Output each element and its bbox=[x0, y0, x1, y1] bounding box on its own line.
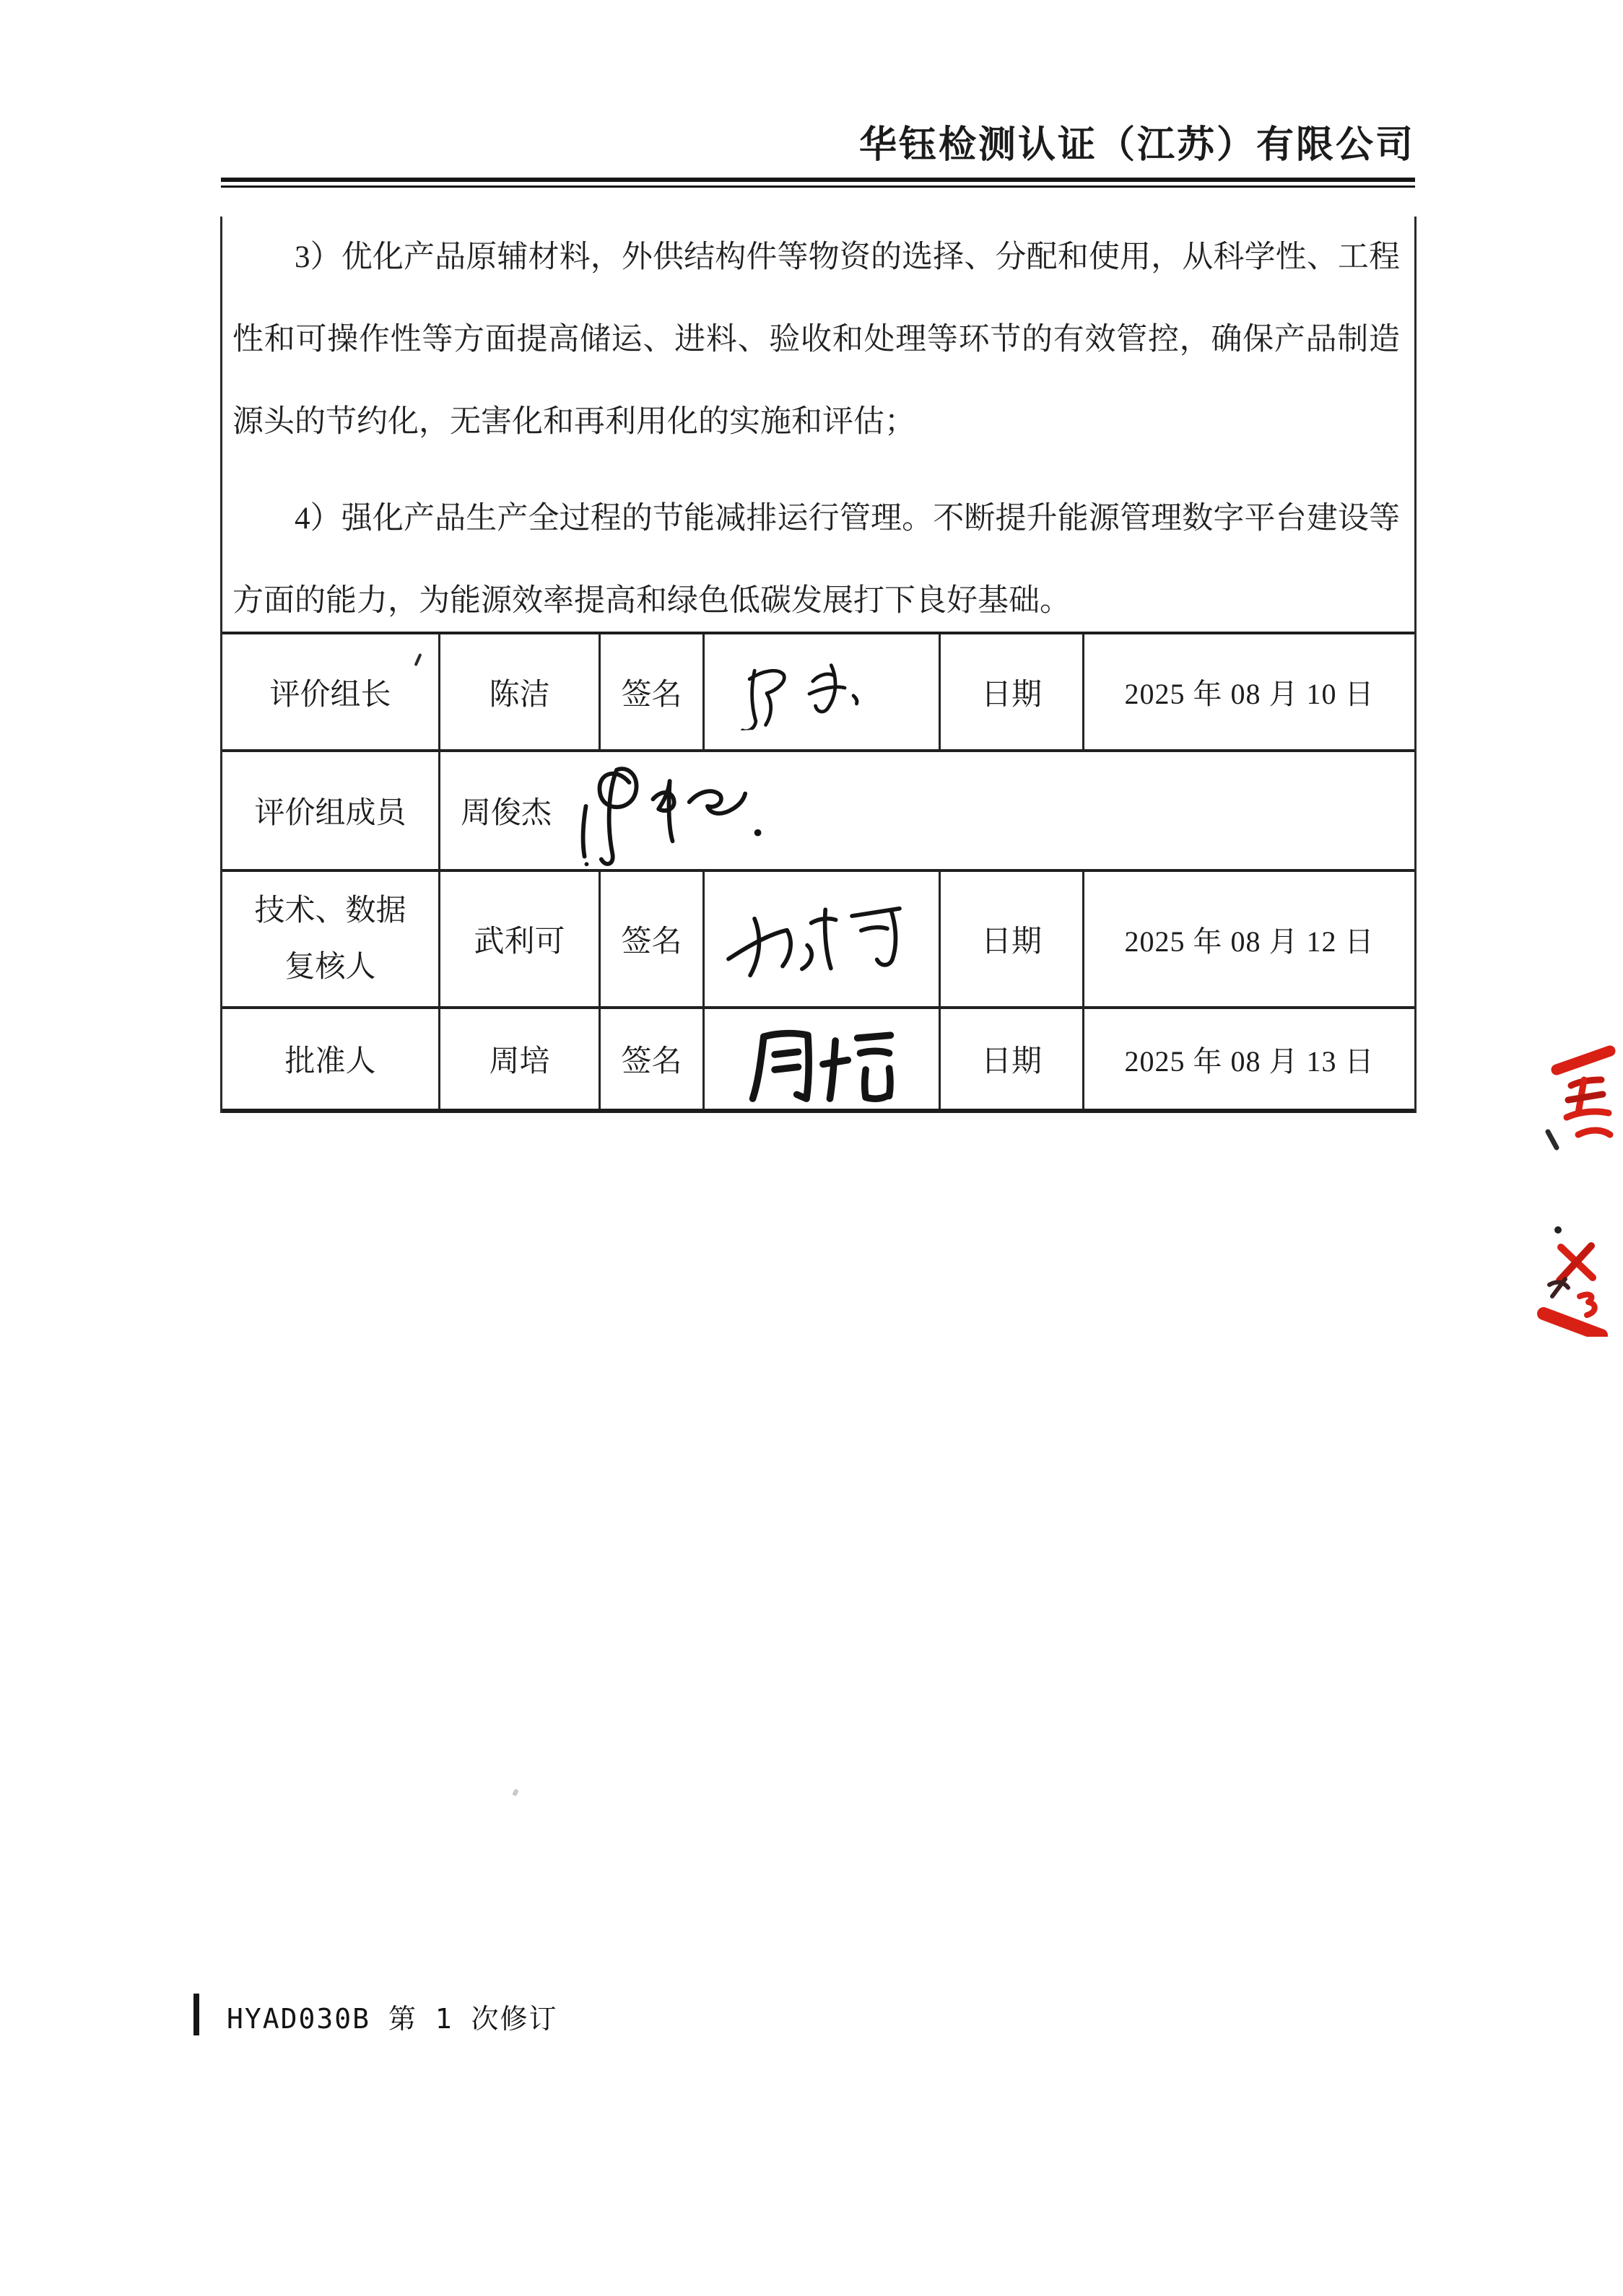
red-pen-scribble-bottom bbox=[1533, 1221, 1623, 1337]
sign-label: 签名 bbox=[621, 925, 682, 959]
signature-zhoujunjie bbox=[565, 761, 803, 870]
row1-date-label-cell bbox=[941, 634, 1084, 752]
scan-speck bbox=[512, 1789, 519, 1797]
date-value: 2025 年 08 月 13 日 bbox=[1124, 1044, 1375, 1078]
row3-role-cell bbox=[222, 872, 440, 1009]
date-label: 日期 bbox=[980, 1045, 1042, 1078]
row3-date-label-cell bbox=[941, 872, 1084, 1009]
name-label: 周俊杰 bbox=[461, 797, 552, 830]
row3-name-cell bbox=[440, 872, 601, 1009]
row1-name-cell bbox=[440, 634, 601, 752]
row4-signature-cell bbox=[705, 1009, 941, 1109]
company-header: 华钰检测认证（江苏）有限公司 bbox=[858, 125, 1415, 166]
date-label: 日期 bbox=[980, 678, 1042, 712]
role-label: 评价组长 bbox=[269, 678, 391, 712]
row4-date-cell bbox=[1084, 1009, 1414, 1109]
role-label: 评价组成员 bbox=[254, 797, 406, 830]
row1-date-cell bbox=[1084, 634, 1414, 752]
row1-sign-label-cell bbox=[601, 634, 705, 752]
row3-signature-cell bbox=[705, 872, 941, 1009]
signature-wulike bbox=[716, 894, 927, 985]
row2-merged-cell bbox=[440, 752, 1414, 872]
row4-date-label-cell bbox=[941, 1009, 1084, 1109]
signature-chenjie bbox=[730, 653, 914, 731]
row1-role-cell bbox=[222, 634, 440, 752]
row3-date-cell bbox=[1084, 872, 1414, 1009]
role-label: 批准人 bbox=[284, 1045, 376, 1078]
row3-sign-label-cell bbox=[601, 872, 705, 1009]
date-value: 2025 年 08 月 12 日 bbox=[1124, 925, 1375, 958]
row4-name-cell bbox=[440, 1009, 601, 1109]
row4-role-cell bbox=[222, 1009, 440, 1109]
row4-sign-label-cell bbox=[601, 1009, 705, 1109]
role-label: 技术、数据 复核人 bbox=[254, 894, 406, 984]
document-code: HYAD030B 第 1 次修订 bbox=[227, 2003, 558, 2035]
date-label: 日期 bbox=[980, 925, 1042, 959]
paragraph-3: 3）优化产品原辅材料，外供结构件等物资的选择、分配和使用，从科学性、工程性和可操作性等方面提高储运、进料、验收和处理等环节的有效管控，确保产品制造源头的节约化，无害化和再利用化的实施和评估； bbox=[232, 240, 1400, 439]
content-frame bbox=[220, 217, 1417, 1113]
date-value: 2025 年 08 月 10 日 bbox=[1124, 678, 1375, 710]
footer-edge-bar bbox=[193, 1994, 199, 2035]
signature-table bbox=[222, 632, 1414, 1113]
name-label: 陈洁 bbox=[489, 678, 550, 712]
name-label: 周培 bbox=[489, 1045, 550, 1078]
row2-role-cell bbox=[222, 752, 440, 872]
sign-label: 签名 bbox=[621, 678, 682, 712]
row1-signature-cell bbox=[705, 634, 941, 752]
sign-label: 签名 bbox=[621, 1045, 682, 1078]
body-text-area bbox=[222, 217, 1414, 632]
signature-zhoupei bbox=[746, 1021, 897, 1104]
paragraph-4: 4）强化产品生产全过程的节能减排运行管理。不断提升能源管理数字平台建设等方面的能力，为能源效率提高和绿色低碳发展打下良好基础。 bbox=[232, 502, 1400, 618]
name-label: 武利可 bbox=[474, 925, 565, 959]
header-double-rule bbox=[221, 178, 1415, 188]
red-pen-scribble-top bbox=[1536, 1045, 1623, 1164]
handwritten-tick-mark bbox=[414, 653, 422, 666]
